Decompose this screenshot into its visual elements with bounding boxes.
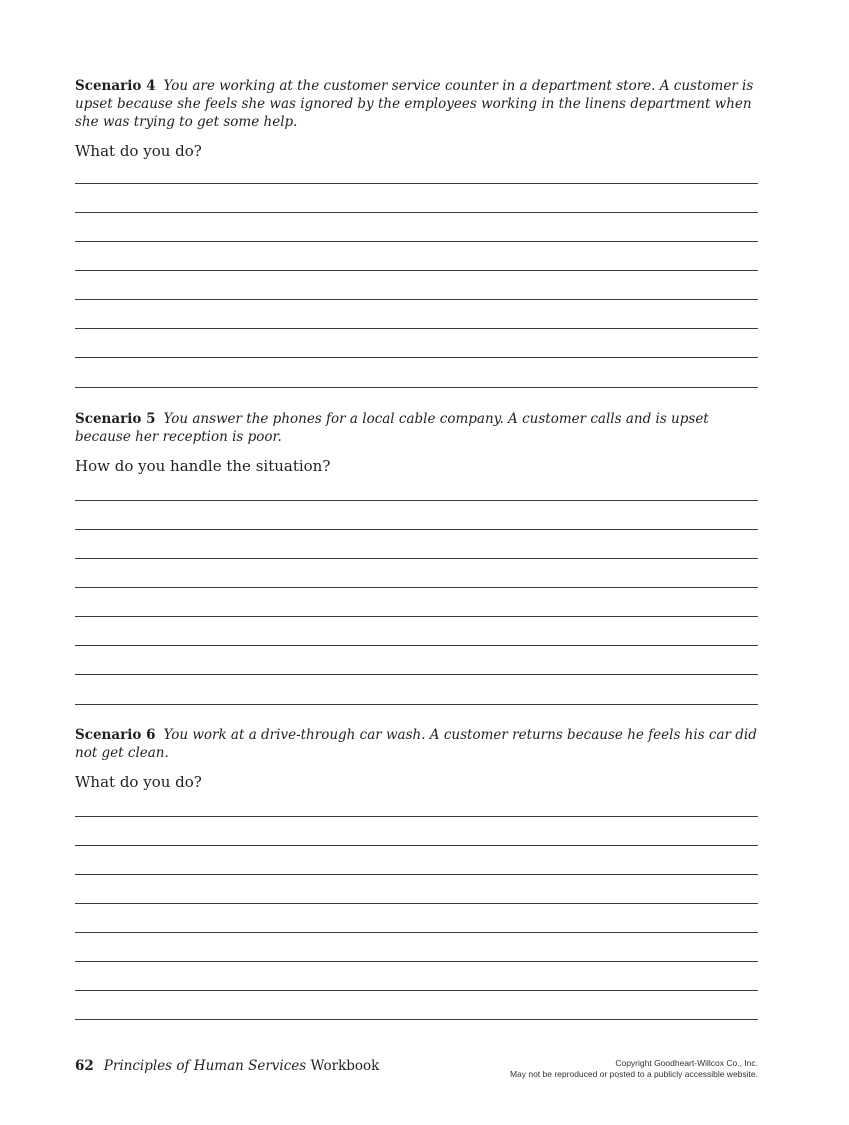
answer-line[interactable] [75, 616, 758, 617]
scenario-question: What do you do? [75, 773, 202, 791]
footer-copyright [510, 1058, 758, 1080]
answer-line[interactable] [75, 500, 758, 501]
copyright-line: Copyright Goodheart-Willcox Co., Inc. [615, 1058, 758, 1068]
book-title-suffix: Workbook [310, 1058, 380, 1074]
answer-line[interactable] [75, 816, 758, 817]
answer-line[interactable] [75, 645, 758, 646]
scenario-prompt [75, 726, 758, 762]
answer-line[interactable] [75, 558, 758, 559]
answer-line[interactable] [75, 845, 758, 846]
answer-line[interactable] [75, 587, 758, 588]
answer-line[interactable] [75, 328, 758, 329]
answer-line[interactable] [75, 990, 758, 991]
answer-line[interactable] [75, 241, 758, 242]
scenario-prompt [75, 77, 758, 131]
answer-line[interactable] [75, 704, 758, 705]
answer-line[interactable] [75, 874, 758, 875]
scenario-text: You are working at the customer service counter in a department store. A customer is upset because she feels she was ignored by the employees working in the linens department when she was trying to get some help. [75, 78, 754, 130]
scenario-question: What do you do? [75, 142, 202, 160]
page-number: 62 [75, 1058, 94, 1074]
answer-line[interactable] [75, 183, 758, 184]
book-title: Principles of Human Services [103, 1058, 307, 1074]
answer-line[interactable] [75, 1019, 758, 1020]
scenario-5 [75, 410, 758, 475]
answer-line[interactable] [75, 299, 758, 300]
footer-book-info [75, 1057, 379, 1075]
scenario-label: Scenario 4 [75, 78, 156, 94]
answer-line[interactable] [75, 212, 758, 213]
answer-line[interactable] [75, 387, 758, 388]
scenario-question: How do you handle the situation? [75, 457, 331, 475]
answer-line[interactable] [75, 357, 758, 358]
answer-line[interactable] [75, 903, 758, 904]
answer-line[interactable] [75, 961, 758, 962]
scenario-label: Scenario 5 [75, 411, 156, 427]
scenario-prompt [75, 410, 758, 446]
answer-line[interactable] [75, 932, 758, 933]
reproduction-notice: May not be reproduced or posted to a publicly accessible website. [509, 1069, 758, 1079]
answer-line[interactable] [75, 270, 758, 271]
scenario-label: Scenario 6 [75, 727, 156, 743]
scenario-4 [75, 77, 758, 160]
answer-line[interactable] [75, 674, 758, 675]
scenario-6 [75, 726, 758, 791]
answer-line[interactable] [75, 529, 758, 530]
scenario-text: You work at a drive-through car wash. A customer returns because he feels his car did not get clean. [75, 727, 757, 761]
scenario-text: You answer the phones for a local cable company. A customer calls and is upset because her reception is poor. [75, 411, 709, 445]
